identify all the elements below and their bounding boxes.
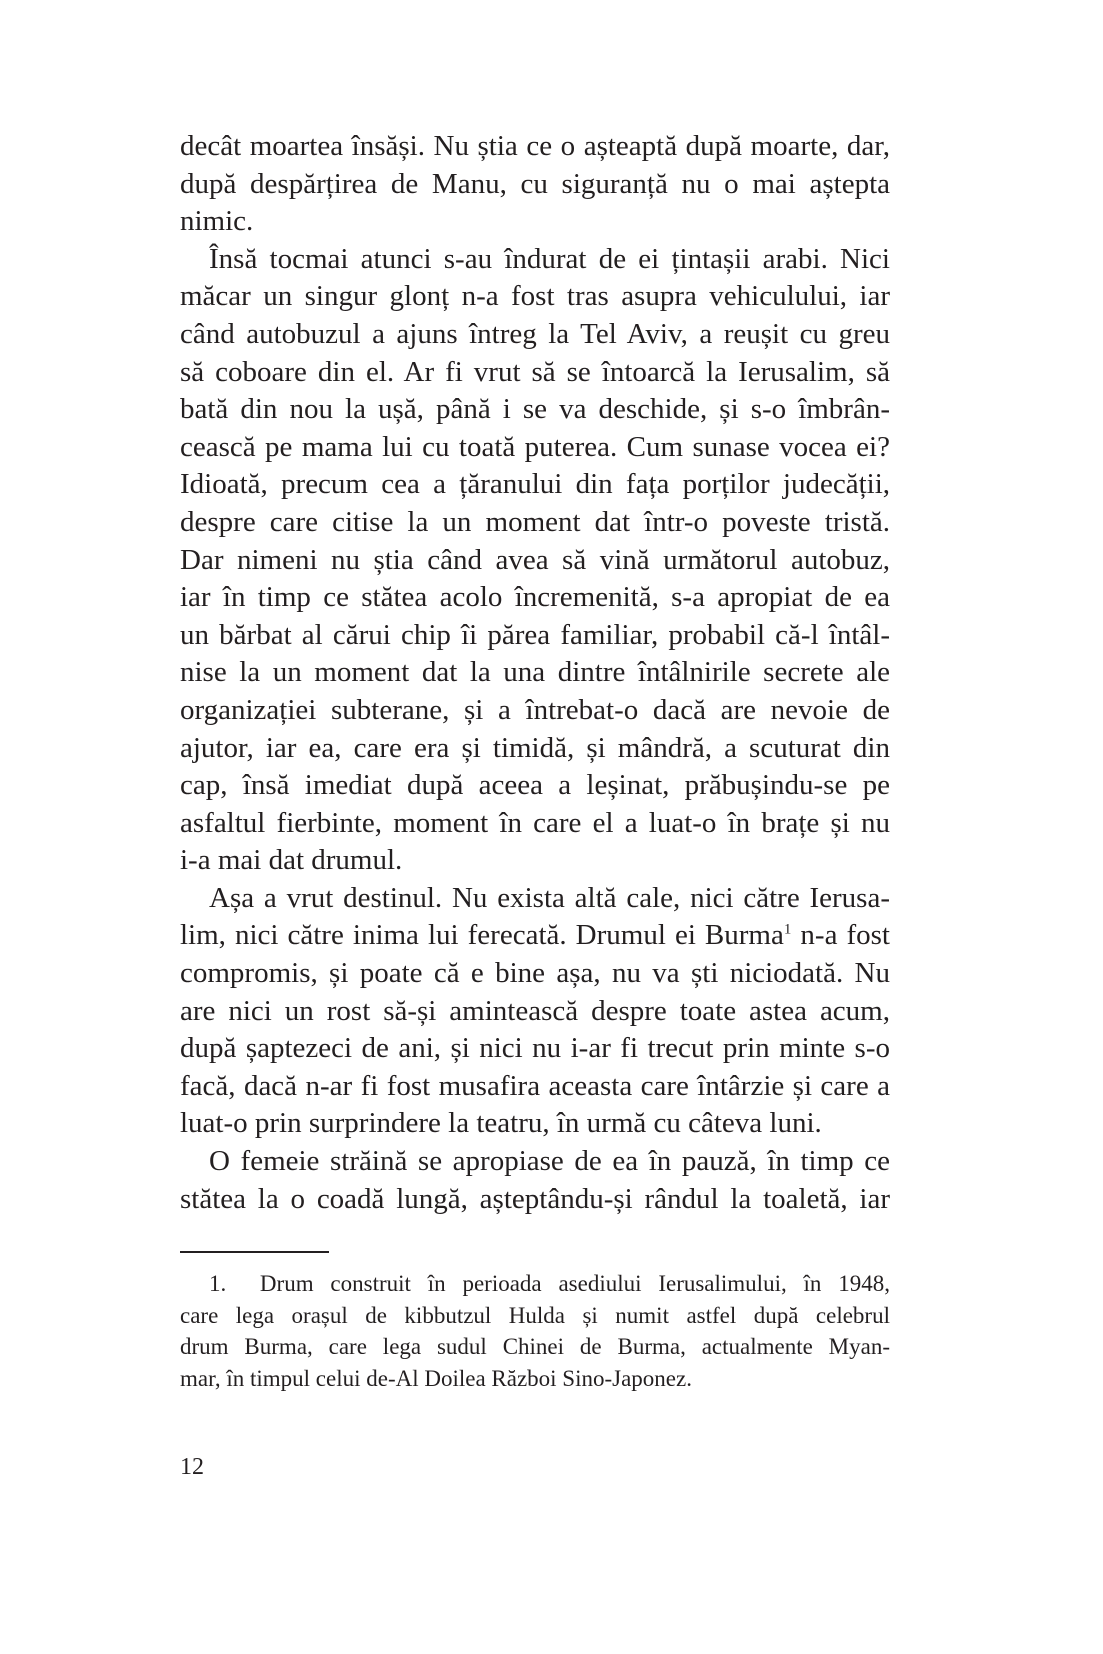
text-line: are nici un rost să-și amintească despre toate astea acum, — [180, 994, 890, 1027]
footnote-line — [180, 1268, 890, 1300]
text-line: după șaptezeci de ani, și nici nu i-ar fi trecut prin minte s-o — [180, 1032, 890, 1065]
footnote — [180, 1268, 890, 1394]
text-segment: lim, nici către inima lui ferecată. Drumul ei Burma — [180, 919, 784, 952]
footnote-line: mar, în timpul celui de-Al Doilea Război Sino-Japonez. — [180, 1365, 692, 1391]
text-line: Idioată, precum cea a țăranului din fața porților judecății, — [180, 468, 890, 501]
text-line: facă, dacă n-ar fi fost musafira aceasta care întârzie și care a — [180, 1069, 890, 1102]
text-line: bată din nou la ușă, până i se va deschide, și s-o îmbrân- — [180, 393, 890, 426]
text-line: cească pe mama lui cu toată puterea. Cum sunase vocea ei? — [180, 430, 890, 463]
text-line: ajutor, iar ea, care era și timidă, și mândră, a scuturat din — [180, 731, 890, 764]
text-line: Așa a vrut destinul. Nu exista altă cale, nici către Ierusa- — [209, 881, 890, 914]
text-line: cap, însă imediat după aceea a leșinat, prăbușindu-se pe — [180, 769, 890, 802]
text-line: luat-o prin surprindere la teatru, în urmă cu câteva luni. — [180, 1107, 822, 1140]
text-line: nise la un moment dat la una dintre întâlnirile secrete ale — [180, 656, 890, 689]
text-line: nimic. — [180, 205, 254, 238]
text-line: Dar nimeni nu știa când avea să vină următorul autobuz, — [180, 543, 890, 576]
text-line: un bărbat al cărui chip îi părea familiar, probabil că-l întâl- — [180, 618, 890, 651]
text-line: compromis, și poate că e bine așa, nu va ști niciodată. Nu — [180, 957, 890, 990]
page-number: 12 — [180, 1454, 204, 1480]
text-line: O femeie străină se apropiase de ea în pauză, în timp ce — [209, 1145, 890, 1178]
body-text — [180, 128, 890, 1218]
text-line: asfaltul fierbinte, moment în care el a luat-o în brațe și nu — [180, 806, 890, 839]
text-line: decât moartea însăși. Nu știa ce o așteaptă după moarte, dar, — [180, 130, 890, 162]
text-line: când autobuzul a ajuns întreg la Tel Aviv, a reușit cu greu — [180, 317, 890, 350]
text-line-with-footnote-ref — [180, 917, 890, 955]
footnote-text: Drum construit în perioada asediului Ierusalimului, în 1948, — [259, 1271, 891, 1296]
text-line: Însă tocmai atunci s-au îndurat de ei țintașii arabi. Nici — [209, 242, 890, 275]
footnote-line: care lega orașul de kibbutzul Hulda și numit astfel după celebrul — [180, 1302, 890, 1328]
text-line: să coboare din el. Ar fi vrut să se întoarcă la Ierusalim, să — [180, 355, 890, 388]
text-line: iar în timp ce stătea acolo încremenită, s-a apropiat de ea — [180, 581, 890, 614]
footnote-divider — [180, 1251, 329, 1253]
footnote-reference[interactable]: 1 — [783, 921, 792, 938]
text-line: despre care citise la un moment dat într-o poveste tristă. — [180, 505, 890, 538]
text-line: organizației subterane, și a întrebat-o dacă are nevoie de — [180, 693, 890, 726]
text-line: i-a mai dat drumul. — [180, 844, 403, 877]
text-line: măcar un singur glonț n-a fost tras asupra vehiculului, iar — [180, 280, 890, 313]
text-line: stătea la o coadă lungă, așteptându-și rândul la toaletă, iar — [180, 1182, 890, 1215]
text-line: după despărțirea de Manu, cu siguranță nu o mai aștepta — [180, 167, 890, 200]
footnote-marker: 1. — [209, 1271, 227, 1296]
footnote-line: drum Burma, care lega sudul Chinei de Burma, actualmente Myan- — [180, 1334, 890, 1359]
text-segment: n-a fost — [791, 919, 890, 952]
